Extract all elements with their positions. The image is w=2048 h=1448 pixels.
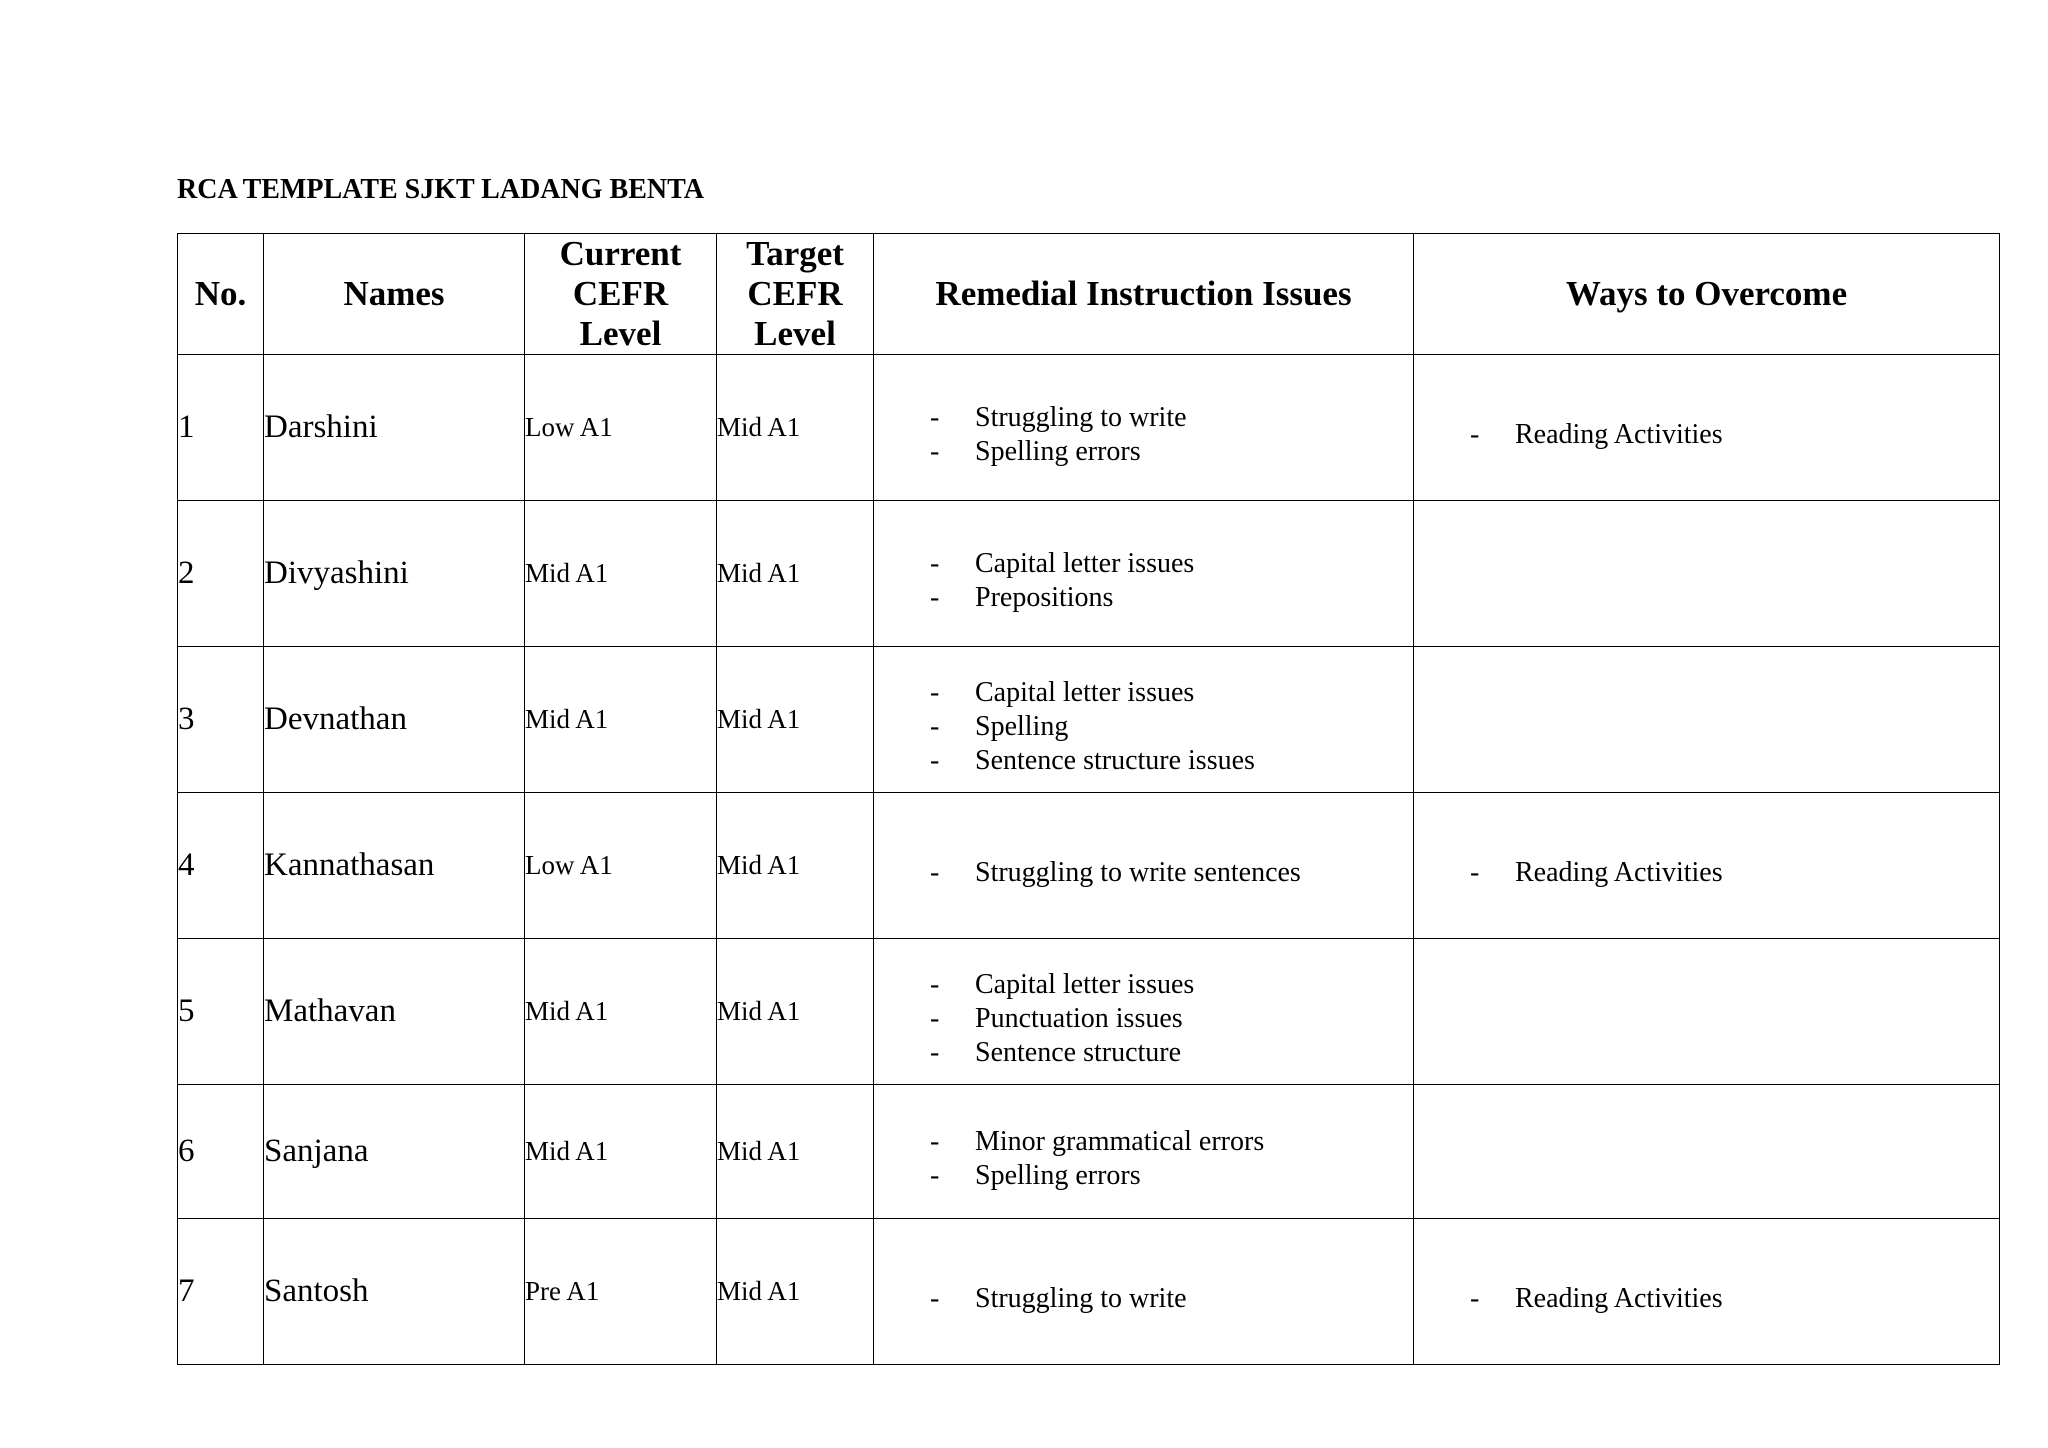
- header-target-line: CEFR: [747, 274, 843, 313]
- list-item: [1414, 856, 1999, 890]
- current-cefr-level: Pre A1: [525, 1219, 717, 1365]
- header-no: No.: [178, 234, 264, 355]
- ways-to-overcome: [1414, 793, 2000, 939]
- dash-bullet-icon: -: [930, 401, 940, 433]
- remedial-issues: [874, 1085, 1414, 1219]
- remedial-issues: [874, 793, 1414, 939]
- dash-bullet-icon: -: [930, 710, 940, 742]
- target-cefr-level: Mid A1: [717, 1219, 874, 1365]
- row-number: 1: [178, 355, 264, 501]
- row-number: 6: [178, 1085, 264, 1219]
- list-item: [874, 1002, 1413, 1036]
- ways-to-overcome-list: [1414, 1282, 1999, 1316]
- dash-bullet-icon: -: [930, 1036, 940, 1068]
- target-cefr-level: Mid A1: [717, 939, 874, 1085]
- target-cefr-level: Mid A1: [717, 793, 874, 939]
- ways-to-overcome: [1414, 355, 2000, 501]
- list-item: [874, 581, 1413, 615]
- row-number: 2: [178, 501, 264, 647]
- row-number: 7: [178, 1219, 264, 1365]
- row-number: 5: [178, 939, 264, 1085]
- row-number: 4: [178, 793, 264, 939]
- list-item: [1414, 418, 1999, 452]
- student-name: Santosh: [264, 1219, 525, 1365]
- header-remedial-issues: Remedial Instruction Issues: [874, 234, 1414, 355]
- student-name: Kannathasan: [264, 793, 525, 939]
- table-header: [178, 234, 2000, 355]
- current-cefr-level: Mid A1: [525, 647, 717, 793]
- header-target-line: Level: [754, 314, 836, 353]
- dash-bullet-icon: -: [930, 581, 940, 613]
- dash-bullet-icon: -: [930, 435, 940, 467]
- table-row: [178, 501, 2000, 647]
- ways-to-overcome-list: [1414, 856, 1999, 890]
- student-name: Sanjana: [264, 1085, 525, 1219]
- current-cefr-level: Mid A1: [525, 501, 717, 647]
- dash-bullet-icon: -: [1470, 1282, 1480, 1314]
- current-cefr-level: Mid A1: [525, 939, 717, 1085]
- remedial-issues-list: [874, 547, 1413, 615]
- remedial-issues-list: [874, 401, 1413, 469]
- dash-bullet-icon: -: [1470, 856, 1480, 888]
- list-item-text: Capital letter issues: [975, 676, 1195, 708]
- ways-to-overcome: [1414, 1085, 2000, 1219]
- list-item: [874, 1125, 1413, 1159]
- list-item-text: Spelling errors: [975, 1159, 1141, 1191]
- list-item-text: Struggling to write: [975, 401, 1187, 433]
- list-item: [874, 1282, 1413, 1316]
- target-cefr-level: Mid A1: [717, 501, 874, 647]
- remedial-issues: [874, 501, 1414, 647]
- header-row: [178, 234, 2000, 355]
- target-cefr-level: Mid A1: [717, 1085, 874, 1219]
- list-item: [874, 547, 1413, 581]
- student-name: Divyashini: [264, 501, 525, 647]
- list-item: [874, 710, 1413, 744]
- table-row: [178, 793, 2000, 939]
- remedial-issues: [874, 1219, 1414, 1365]
- rca-table: [177, 233, 2000, 1365]
- list-item-text: Sentence structure issues: [975, 744, 1255, 776]
- list-item-text: Spelling errors: [975, 435, 1141, 467]
- list-item-text: Minor grammatical errors: [975, 1125, 1265, 1157]
- remedial-issues-list: [874, 1125, 1413, 1193]
- dash-bullet-icon: -: [930, 1002, 940, 1034]
- dash-bullet-icon: -: [930, 547, 940, 579]
- list-item-text: Sentence structure: [975, 1036, 1182, 1068]
- header-ways-to-overcome: Ways to Overcome: [1414, 234, 2000, 355]
- dash-bullet-icon: -: [930, 856, 940, 888]
- remedial-issues: [874, 355, 1414, 501]
- list-item-text: Punctuation issues: [975, 1002, 1183, 1034]
- ways-to-overcome: [1414, 647, 2000, 793]
- target-cefr-level: Mid A1: [717, 647, 874, 793]
- dash-bullet-icon: -: [930, 1159, 940, 1191]
- current-cefr-level: Low A1: [525, 793, 717, 939]
- list-item-text: Prepositions: [975, 581, 1114, 613]
- header-current-line: Level: [579, 314, 662, 353]
- list-item: [874, 401, 1413, 435]
- list-item: [874, 744, 1413, 778]
- current-cefr-level: Mid A1: [525, 1085, 717, 1219]
- dash-bullet-icon: -: [930, 1125, 940, 1157]
- dash-bullet-icon: -: [930, 744, 940, 776]
- student-name: Darshini: [264, 355, 525, 501]
- header-current-cefr-level: [525, 234, 717, 355]
- table-row: [178, 1219, 2000, 1365]
- list-item-text: Struggling to write: [975, 1282, 1187, 1314]
- list-item-text: Capital letter issues: [975, 547, 1195, 579]
- ways-to-overcome: [1414, 501, 2000, 647]
- student-name: Devnathan: [264, 647, 525, 793]
- list-item-text: Reading Activities: [1515, 418, 1723, 450]
- document-title: RCA TEMPLATE SJKT LADANG BENTA: [177, 174, 704, 205]
- list-item-text: Capital letter issues: [975, 968, 1195, 1000]
- header-target-line: Target: [746, 234, 844, 273]
- remedial-issues: [874, 647, 1414, 793]
- remedial-issues: [874, 939, 1414, 1085]
- table-row: [178, 647, 2000, 793]
- remedial-issues-list: [874, 968, 1413, 1070]
- table-row: [178, 355, 2000, 501]
- row-number: 3: [178, 647, 264, 793]
- list-item: [874, 856, 1413, 890]
- target-cefr-level: Mid A1: [717, 355, 874, 501]
- list-item: [874, 435, 1413, 469]
- ways-to-overcome: [1414, 939, 2000, 1085]
- current-cefr-level: Low A1: [525, 355, 717, 501]
- student-name: Mathavan: [264, 939, 525, 1085]
- table-row: [178, 1085, 2000, 1219]
- header-target-cefr-level: [717, 234, 874, 355]
- remedial-issues-list: [874, 856, 1413, 890]
- remedial-issues-list: [874, 676, 1413, 778]
- remedial-issues-list: [874, 1282, 1413, 1316]
- list-item: [874, 1036, 1413, 1070]
- list-item: [1414, 1282, 1999, 1316]
- ways-to-overcome-list: [1414, 418, 1999, 452]
- dash-bullet-icon: -: [1470, 418, 1480, 450]
- table-row: [178, 939, 2000, 1085]
- dash-bullet-icon: -: [930, 1282, 940, 1314]
- table-body: [178, 355, 2000, 1365]
- dash-bullet-icon: -: [930, 676, 940, 708]
- header-current-line: Current: [559, 234, 682, 273]
- list-item: [874, 676, 1413, 710]
- list-item: [874, 968, 1413, 1002]
- list-item-text: Reading Activities: [1515, 1282, 1723, 1314]
- header-names: Names: [264, 234, 525, 355]
- list-item: [874, 1159, 1413, 1193]
- ways-to-overcome: [1414, 1219, 2000, 1365]
- list-item-text: Spelling: [975, 710, 1069, 742]
- dash-bullet-icon: -: [930, 968, 940, 1000]
- header-current-line: CEFR: [572, 274, 669, 313]
- list-item-text: Struggling to write sentences: [975, 856, 1301, 888]
- list-item-text: Reading Activities: [1515, 856, 1723, 888]
